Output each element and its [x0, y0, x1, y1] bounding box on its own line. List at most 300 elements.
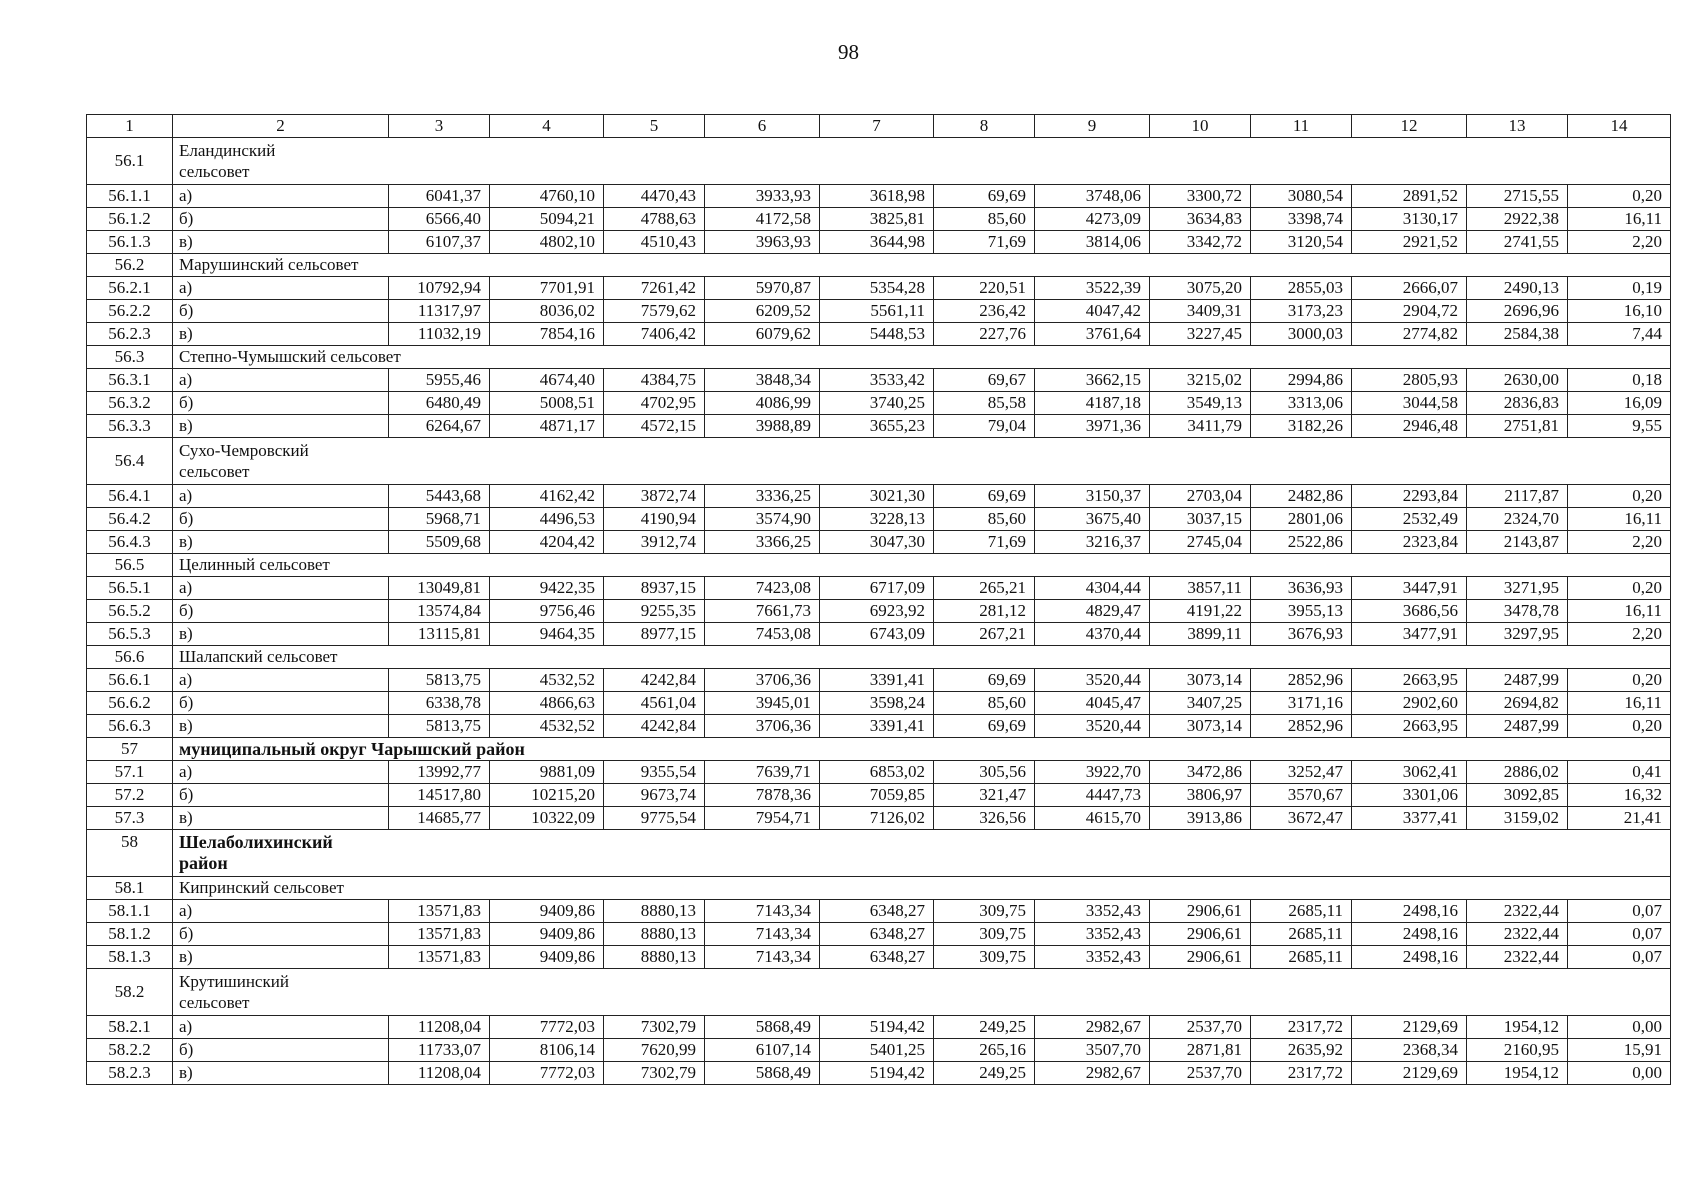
cell-col-13: 1954,12 — [1467, 1016, 1568, 1039]
row-code: 56.5.3 — [87, 623, 173, 646]
section-name — [173, 969, 1671, 1016]
header-row — [87, 115, 1671, 138]
cell-col-12: 2891,52 — [1352, 185, 1467, 208]
cell-col-5: 9673,74 — [604, 784, 705, 807]
cell-col-5: 8880,13 — [604, 923, 705, 946]
cell-col-9: 3761,64 — [1035, 323, 1150, 346]
row-variant-label: в) — [173, 415, 389, 438]
cell-col-6: 3574,90 — [705, 508, 820, 531]
cell-col-10: 3215,02 — [1150, 369, 1251, 392]
cell-col-5: 7302,79 — [604, 1016, 705, 1039]
cell-col-6: 3706,36 — [705, 715, 820, 738]
row-code: 56.4.2 — [87, 508, 173, 531]
section-row — [87, 138, 1671, 185]
cell-col-14: 9,55 — [1568, 415, 1671, 438]
row-code: 58.1.2 — [87, 923, 173, 946]
cell-col-9: 3520,44 — [1035, 669, 1150, 692]
cell-col-5: 3912,74 — [604, 531, 705, 554]
cell-col-7: 6348,27 — [820, 946, 934, 969]
column-header: 14 — [1568, 115, 1671, 138]
cell-col-14: 16,11 — [1568, 208, 1671, 231]
cell-col-4: 10215,20 — [490, 784, 604, 807]
row-variant-label: в) — [173, 323, 389, 346]
table-row — [87, 1062, 1671, 1085]
row-code: 56.1.2 — [87, 208, 173, 231]
column-header: 5 — [604, 115, 705, 138]
cell-col-7: 6923,92 — [820, 600, 934, 623]
cell-col-13: 2751,81 — [1467, 415, 1568, 438]
cell-col-12: 2293,84 — [1352, 485, 1467, 508]
cell-col-6: 7143,34 — [705, 946, 820, 969]
cell-col-6: 3988,89 — [705, 415, 820, 438]
table-row — [87, 531, 1671, 554]
cell-col-8: 69,69 — [934, 669, 1035, 692]
section-name-text: Шалапский сельсовет — [179, 647, 338, 666]
cell-col-3: 5955,46 — [389, 369, 490, 392]
column-header: 2 — [173, 115, 389, 138]
section-name-text: Шелаболихинский район — [179, 832, 333, 873]
cell-col-5: 9355,54 — [604, 761, 705, 784]
row-code: 58.2.1 — [87, 1016, 173, 1039]
cell-col-10: 3634,83 — [1150, 208, 1251, 231]
section-name — [173, 138, 1671, 185]
cell-col-12: 2805,93 — [1352, 369, 1467, 392]
cell-col-8: 69,69 — [934, 715, 1035, 738]
row-variant-label: б) — [173, 300, 389, 323]
cell-col-10: 3857,11 — [1150, 577, 1251, 600]
section-code: 56.4 — [87, 438, 173, 485]
cell-col-4: 4674,40 — [490, 369, 604, 392]
cell-col-7: 3021,30 — [820, 485, 934, 508]
table-row — [87, 669, 1671, 692]
cell-col-3: 11208,04 — [389, 1062, 490, 1085]
table-row — [87, 623, 1671, 646]
cell-col-3: 5813,75 — [389, 715, 490, 738]
cell-col-11: 2685,11 — [1251, 900, 1352, 923]
cell-col-8: 79,04 — [934, 415, 1035, 438]
row-variant-label: б) — [173, 208, 389, 231]
row-code: 56.4.1 — [87, 485, 173, 508]
table-row — [87, 231, 1671, 254]
table-row — [87, 807, 1671, 830]
cell-col-5: 7579,62 — [604, 300, 705, 323]
cell-col-7: 3618,98 — [820, 185, 934, 208]
cell-col-5: 7620,99 — [604, 1039, 705, 1062]
cell-col-6: 5970,87 — [705, 277, 820, 300]
cell-col-12: 2921,52 — [1352, 231, 1467, 254]
row-variant-label: в) — [173, 807, 389, 830]
cell-col-11: 3120,54 — [1251, 231, 1352, 254]
cell-col-13: 2741,55 — [1467, 231, 1568, 254]
cell-col-8: 220,51 — [934, 277, 1035, 300]
row-variant-label: в) — [173, 715, 389, 738]
cell-col-5: 7261,42 — [604, 277, 705, 300]
section-name — [173, 346, 1671, 369]
section-name-text: Крутишинский сельсовет — [179, 972, 289, 1012]
cell-col-8: 249,25 — [934, 1062, 1035, 1085]
cell-col-12: 3686,56 — [1352, 600, 1467, 623]
cell-col-5: 8880,13 — [604, 900, 705, 923]
column-header: 6 — [705, 115, 820, 138]
table-row — [87, 185, 1671, 208]
cell-col-4: 4866,63 — [490, 692, 604, 715]
cell-col-6: 7143,34 — [705, 923, 820, 946]
cell-col-14: 0,20 — [1568, 185, 1671, 208]
cell-col-3: 6041,37 — [389, 185, 490, 208]
table-row — [87, 923, 1671, 946]
cell-col-4: 9422,35 — [490, 577, 604, 600]
cell-col-9: 3520,44 — [1035, 715, 1150, 738]
cell-col-6: 7954,71 — [705, 807, 820, 830]
cell-col-6: 7639,71 — [705, 761, 820, 784]
section-name — [173, 254, 1671, 277]
cell-col-5: 4510,43 — [604, 231, 705, 254]
cell-col-10: 3899,11 — [1150, 623, 1251, 646]
table-row — [87, 1016, 1671, 1039]
cell-col-5: 7406,42 — [604, 323, 705, 346]
cell-col-10: 3037,15 — [1150, 508, 1251, 531]
cell-col-8: 281,12 — [934, 600, 1035, 623]
cell-col-12: 2323,84 — [1352, 531, 1467, 554]
table-row — [87, 784, 1671, 807]
row-variant-label: б) — [173, 1039, 389, 1062]
cell-col-14: 0,07 — [1568, 900, 1671, 923]
cell-col-3: 11733,07 — [389, 1039, 490, 1062]
cell-col-7: 3740,25 — [820, 392, 934, 415]
cell-col-13: 2143,87 — [1467, 531, 1568, 554]
cell-col-7: 3391,41 — [820, 669, 934, 692]
cell-col-4: 4204,42 — [490, 531, 604, 554]
section-name-text: Еландинский сельсовет — [179, 141, 276, 181]
cell-col-5: 4788,63 — [604, 208, 705, 231]
cell-col-3: 13574,84 — [389, 600, 490, 623]
cell-col-14: 2,20 — [1568, 531, 1671, 554]
column-header: 9 — [1035, 115, 1150, 138]
row-code: 57.3 — [87, 807, 173, 830]
cell-col-7: 6743,09 — [820, 623, 934, 646]
cell-col-12: 3062,41 — [1352, 761, 1467, 784]
column-header: 8 — [934, 115, 1035, 138]
cell-col-8: 227,76 — [934, 323, 1035, 346]
table-row — [87, 600, 1671, 623]
cell-col-3: 14517,80 — [389, 784, 490, 807]
cell-col-6: 3963,93 — [705, 231, 820, 254]
cell-col-8: 321,47 — [934, 784, 1035, 807]
cell-col-14: 15,91 — [1568, 1039, 1671, 1062]
cell-col-3: 6566,40 — [389, 208, 490, 231]
cell-col-10: 3075,20 — [1150, 277, 1251, 300]
section-row — [87, 877, 1671, 900]
table-row — [87, 485, 1671, 508]
cell-col-7: 3655,23 — [820, 415, 934, 438]
cell-col-4: 4496,53 — [490, 508, 604, 531]
cell-col-6: 5868,49 — [705, 1016, 820, 1039]
cell-col-8: 267,21 — [934, 623, 1035, 646]
row-code: 58.1.1 — [87, 900, 173, 923]
row-code: 56.3.3 — [87, 415, 173, 438]
cell-col-9: 3150,37 — [1035, 485, 1150, 508]
cell-col-12: 2666,07 — [1352, 277, 1467, 300]
section-name — [173, 646, 1671, 669]
cell-col-3: 6107,37 — [389, 231, 490, 254]
cell-col-3: 6480,49 — [389, 392, 490, 415]
cell-col-12: 2946,48 — [1352, 415, 1467, 438]
table-body — [87, 115, 1671, 1085]
cell-col-4: 7701,91 — [490, 277, 604, 300]
row-variant-label: б) — [173, 784, 389, 807]
row-code: 56.6.3 — [87, 715, 173, 738]
cell-col-8: 69,67 — [934, 369, 1035, 392]
cell-col-9: 3748,06 — [1035, 185, 1150, 208]
cell-col-12: 2663,95 — [1352, 715, 1467, 738]
cell-col-7: 6348,27 — [820, 900, 934, 923]
cell-col-3: 13571,83 — [389, 923, 490, 946]
cell-col-6: 7453,08 — [705, 623, 820, 646]
cell-col-4: 5094,21 — [490, 208, 604, 231]
cell-col-3: 13049,81 — [389, 577, 490, 600]
row-variant-label: б) — [173, 692, 389, 715]
cell-col-11: 3570,67 — [1251, 784, 1352, 807]
cell-col-3: 5509,68 — [389, 531, 490, 554]
cell-col-14: 16,11 — [1568, 508, 1671, 531]
cell-col-7: 5354,28 — [820, 277, 934, 300]
cell-col-6: 7143,34 — [705, 900, 820, 923]
table-row — [87, 577, 1671, 600]
cell-col-3: 13571,83 — [389, 946, 490, 969]
page-number: 98 — [838, 40, 859, 64]
table-row — [87, 508, 1671, 531]
cell-col-9: 3352,43 — [1035, 923, 1150, 946]
cell-col-7: 3533,42 — [820, 369, 934, 392]
cell-col-8: 236,42 — [934, 300, 1035, 323]
row-variant-label: в) — [173, 946, 389, 969]
cell-col-6: 3848,34 — [705, 369, 820, 392]
cell-col-12: 3447,91 — [1352, 577, 1467, 600]
cell-col-11: 3252,47 — [1251, 761, 1352, 784]
row-variant-label: в) — [173, 531, 389, 554]
cell-col-12: 2904,72 — [1352, 300, 1467, 323]
cell-col-3: 11317,97 — [389, 300, 490, 323]
cell-col-14: 0,41 — [1568, 761, 1671, 784]
table-row — [87, 392, 1671, 415]
cell-col-11: 2635,92 — [1251, 1039, 1352, 1062]
cell-col-8: 69,69 — [934, 185, 1035, 208]
cell-col-8: 309,75 — [934, 900, 1035, 923]
cell-col-8: 265,21 — [934, 577, 1035, 600]
cell-col-8: 305,56 — [934, 761, 1035, 784]
cell-col-8: 85,60 — [934, 508, 1035, 531]
table-row — [87, 208, 1671, 231]
cell-col-10: 2537,70 — [1150, 1062, 1251, 1085]
cell-col-8: 71,69 — [934, 231, 1035, 254]
cell-col-7: 5194,42 — [820, 1062, 934, 1085]
cell-col-11: 3672,47 — [1251, 807, 1352, 830]
cell-col-7: 5448,53 — [820, 323, 934, 346]
section-name-text: Марушинский сельсовет — [179, 255, 359, 274]
cell-col-14: 16,32 — [1568, 784, 1671, 807]
row-variant-label: а) — [173, 900, 389, 923]
cell-col-8: 249,25 — [934, 1016, 1035, 1039]
cell-col-9: 3662,15 — [1035, 369, 1150, 392]
column-header: 1 — [87, 115, 173, 138]
row-code: 56.2.3 — [87, 323, 173, 346]
cell-col-9: 3216,37 — [1035, 531, 1150, 554]
cell-col-9: 4615,70 — [1035, 807, 1150, 830]
cell-col-4: 7772,03 — [490, 1062, 604, 1085]
cell-col-9: 3675,40 — [1035, 508, 1150, 531]
cell-col-14: 16,09 — [1568, 392, 1671, 415]
cell-col-14: 0,07 — [1568, 923, 1671, 946]
cell-col-8: 85,60 — [934, 208, 1035, 231]
table-row — [87, 1039, 1671, 1062]
cell-col-8: 85,60 — [934, 692, 1035, 715]
section-name-text: Целинный сельсовет — [179, 555, 330, 574]
cell-col-10: 3227,45 — [1150, 323, 1251, 346]
cell-col-13: 2487,99 — [1467, 669, 1568, 692]
cell-col-5: 4242,84 — [604, 669, 705, 692]
cell-col-6: 4172,58 — [705, 208, 820, 231]
cell-col-7: 3228,13 — [820, 508, 934, 531]
cell-col-12: 2129,69 — [1352, 1062, 1467, 1085]
cell-col-4: 4760,10 — [490, 185, 604, 208]
cell-col-4: 8106,14 — [490, 1039, 604, 1062]
cell-col-5: 8880,13 — [604, 946, 705, 969]
cell-col-13: 2117,87 — [1467, 485, 1568, 508]
row-variant-label: в) — [173, 623, 389, 646]
cell-col-11: 3182,26 — [1251, 415, 1352, 438]
row-code: 56.2.2 — [87, 300, 173, 323]
row-code: 58.2.2 — [87, 1039, 173, 1062]
cell-col-8: 309,75 — [934, 946, 1035, 969]
cell-col-13: 2630,00 — [1467, 369, 1568, 392]
cell-col-7: 6348,27 — [820, 923, 934, 946]
cell-col-10: 3472,86 — [1150, 761, 1251, 784]
cell-col-9: 3922,70 — [1035, 761, 1150, 784]
cell-col-11: 2855,03 — [1251, 277, 1352, 300]
cell-col-3: 13992,77 — [389, 761, 490, 784]
cell-col-10: 2537,70 — [1150, 1016, 1251, 1039]
cell-col-3: 13571,83 — [389, 900, 490, 923]
row-variant-label: б) — [173, 600, 389, 623]
cell-col-11: 2317,72 — [1251, 1062, 1352, 1085]
cell-col-3: 5443,68 — [389, 485, 490, 508]
row-code: 56.2.1 — [87, 277, 173, 300]
cell-col-12: 3301,06 — [1352, 784, 1467, 807]
cell-col-13: 3297,95 — [1467, 623, 1568, 646]
cell-col-3: 6338,78 — [389, 692, 490, 715]
cell-col-14: 0,19 — [1568, 277, 1671, 300]
section-code: 56.3 — [87, 346, 173, 369]
cell-col-11: 3080,54 — [1251, 185, 1352, 208]
table-row — [87, 300, 1671, 323]
cell-col-9: 3352,43 — [1035, 946, 1150, 969]
cell-col-5: 3872,74 — [604, 485, 705, 508]
cell-col-5: 4190,94 — [604, 508, 705, 531]
cell-col-4: 9464,35 — [490, 623, 604, 646]
cell-col-6: 5868,49 — [705, 1062, 820, 1085]
row-variant-label: а) — [173, 185, 389, 208]
cell-col-13: 2584,38 — [1467, 323, 1568, 346]
section-name-text: Кипринский сельсовет — [179, 878, 344, 897]
cell-col-5: 7302,79 — [604, 1062, 705, 1085]
cell-col-13: 2160,95 — [1467, 1039, 1568, 1062]
cell-col-11: 2685,11 — [1251, 923, 1352, 946]
cell-col-10: 3073,14 — [1150, 669, 1251, 692]
cell-col-4: 9409,86 — [490, 946, 604, 969]
cell-col-3: 14685,77 — [389, 807, 490, 830]
cell-col-10: 3407,25 — [1150, 692, 1251, 715]
cell-col-11: 2482,86 — [1251, 485, 1352, 508]
cell-col-13: 2322,44 — [1467, 923, 1568, 946]
section-row — [87, 830, 1671, 877]
row-variant-label: в) — [173, 231, 389, 254]
tariff-table — [86, 114, 1671, 1085]
cell-col-9: 4447,73 — [1035, 784, 1150, 807]
cell-col-9: 4047,42 — [1035, 300, 1150, 323]
cell-col-14: 0,20 — [1568, 485, 1671, 508]
cell-col-6: 4086,99 — [705, 392, 820, 415]
cell-col-11: 3955,13 — [1251, 600, 1352, 623]
cell-col-4: 8036,02 — [490, 300, 604, 323]
cell-col-7: 6717,09 — [820, 577, 934, 600]
cell-col-12: 2498,16 — [1352, 923, 1467, 946]
cell-col-9: 4829,47 — [1035, 600, 1150, 623]
cell-col-9: 4370,44 — [1035, 623, 1150, 646]
cell-col-7: 3598,24 — [820, 692, 934, 715]
cell-col-11: 2852,96 — [1251, 715, 1352, 738]
cell-col-3: 11208,04 — [389, 1016, 490, 1039]
cell-col-12: 2129,69 — [1352, 1016, 1467, 1039]
section-code: 56.6 — [87, 646, 173, 669]
section-code: 58.1 — [87, 877, 173, 900]
cell-col-10: 3073,14 — [1150, 715, 1251, 738]
cell-col-9: 3814,06 — [1035, 231, 1150, 254]
row-variant-label: в) — [173, 1062, 389, 1085]
cell-col-8: 309,75 — [934, 923, 1035, 946]
cell-col-7: 6853,02 — [820, 761, 934, 784]
column-header: 11 — [1251, 115, 1352, 138]
cell-col-14: 0,20 — [1568, 715, 1671, 738]
table-row — [87, 900, 1671, 923]
cell-col-4: 5008,51 — [490, 392, 604, 415]
cell-col-12: 2498,16 — [1352, 946, 1467, 969]
cell-col-5: 4242,84 — [604, 715, 705, 738]
cell-col-8: 71,69 — [934, 531, 1035, 554]
cell-col-10: 2871,81 — [1150, 1039, 1251, 1062]
cell-col-9: 4187,18 — [1035, 392, 1150, 415]
cell-col-13: 3159,02 — [1467, 807, 1568, 830]
cell-col-3: 6264,67 — [389, 415, 490, 438]
cell-col-7: 5401,25 — [820, 1039, 934, 1062]
cell-col-5: 4572,15 — [604, 415, 705, 438]
cell-col-13: 2715,55 — [1467, 185, 1568, 208]
section-row — [87, 969, 1671, 1016]
cell-col-3: 5813,75 — [389, 669, 490, 692]
cell-col-10: 3342,72 — [1150, 231, 1251, 254]
cell-col-12: 2774,82 — [1352, 323, 1467, 346]
cell-col-12: 2902,60 — [1352, 692, 1467, 715]
cell-col-7: 3644,98 — [820, 231, 934, 254]
cell-col-6: 6107,14 — [705, 1039, 820, 1062]
section-name — [173, 877, 1671, 900]
cell-col-13: 2694,82 — [1467, 692, 1568, 715]
cell-col-4: 7854,16 — [490, 323, 604, 346]
cell-col-6: 7878,36 — [705, 784, 820, 807]
cell-col-10: 2906,61 — [1150, 946, 1251, 969]
row-code: 57.2 — [87, 784, 173, 807]
cell-col-13: 2836,83 — [1467, 392, 1568, 415]
cell-col-10: 3913,86 — [1150, 807, 1251, 830]
